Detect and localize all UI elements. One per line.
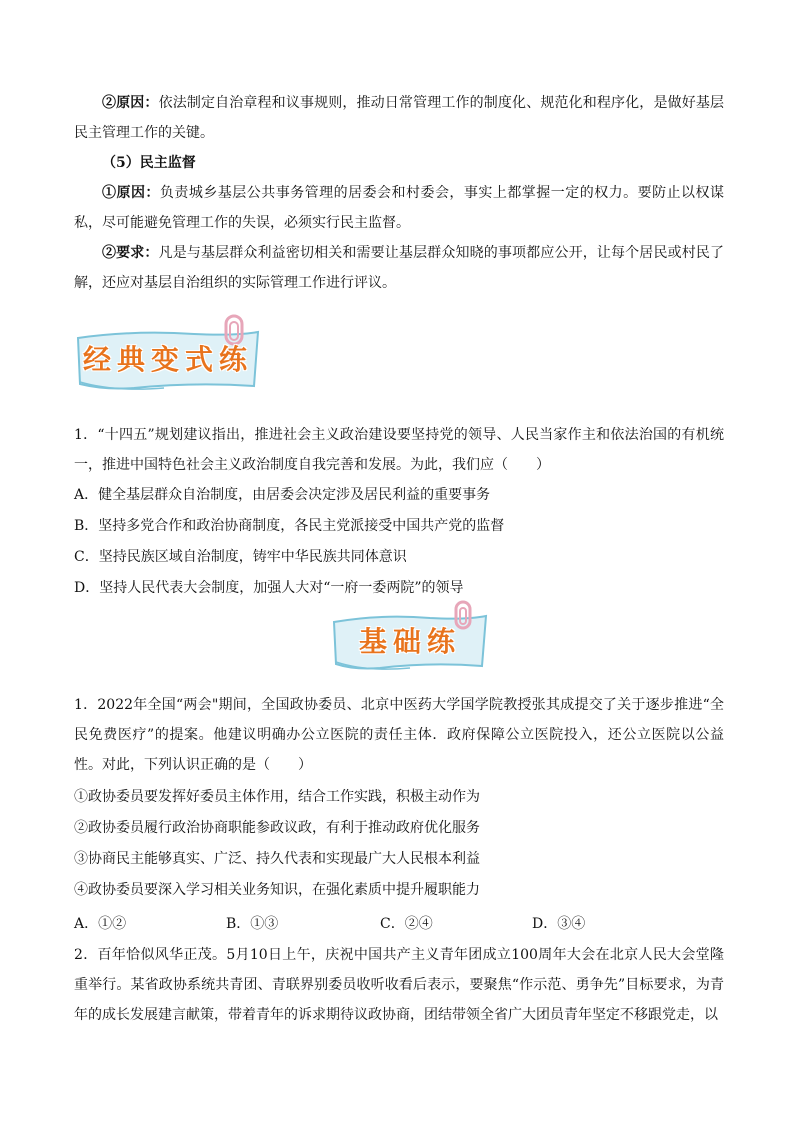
classic-option-a: A．健全基层群众自治制度，由居委会决定涉及居民利益的重要事务 xyxy=(74,487,491,503)
banner-basic-text: 基础练 xyxy=(358,625,461,658)
basic-q1-option-d: D．③④ xyxy=(532,916,586,932)
banner-classic-practice xyxy=(74,322,262,394)
basic-q1-statement-4: ④政协委员要深入学习相关业务知识，在强化素质中提升履职能力 xyxy=(74,882,480,898)
basic-q1-option-c: C．②④ xyxy=(380,916,433,932)
basic-q1-statement-2: ②政协委员履行政治协商职能参政议政，有利于推动政府优化服务 xyxy=(74,820,480,836)
reason-paragraph-1 xyxy=(74,88,724,148)
reason-text-2: 负责城乡基层公共事务管理的居委会和村委会，事实上都掌握一定的权力。要防止以权谋私，尽可能避免管理工作的失误，必须实行民主监督。 xyxy=(74,185,724,231)
banner-basic-practice xyxy=(330,608,490,672)
basic-q1-statement-3: ③协商民主能够真实、广泛、持久代表和实现最广大人民根本利益 xyxy=(74,851,480,867)
basic-q1-option-b: B．①③ xyxy=(226,916,279,932)
banner-classic-text: 经典变式练 xyxy=(82,343,253,376)
requirement-paragraph xyxy=(74,238,724,298)
classic-question-stem: 1．“十四五”规划建议指出，推进社会主义政治建设要坚持党的领导、人民当家作主和依法治国的有机统一，推进中国特色社会主义政治制度自我完善和发展。为此，我们应（ ） xyxy=(74,427,724,473)
requirement-label: ②要求： xyxy=(102,245,159,261)
basic-q1-statement-1: ①政协委员要发挥好委员主体作用，结合工作实践，积极主动作为 xyxy=(74,789,480,805)
requirement-text: 凡是与基层群众利益密切相关和需要让基层群众知晓的事项都应公开，让每个居民或村民了解，还应对基层自治组织的实际管理工作进行评议。 xyxy=(74,245,725,291)
classic-option-b: B．坚持多党合作和政治协商制度，各民主党派接受中国共产党的监督 xyxy=(74,518,505,534)
reason-label-1: ②原因： xyxy=(102,95,159,111)
classic-option-c: C．坚持民族区域自治制度，铸牢中华民族共同体意识 xyxy=(74,549,407,565)
basic-question1-stem: 1．2022年全国“两会"期间，全国政协委员、北京中医药大学国学院教授张其成提交了关于逐步推进“全民免费医疗”的提案。他建议明确办公立医院的责任主体．政府保障公立医院投入，还公立医院以公益性。对此，下列认识正确的是（ ） xyxy=(74,697,724,773)
classic-option-d: D．坚持人民代表大会制度，加强人大对“一府一委两院”的领导 xyxy=(74,580,464,596)
reason-paragraph-2 xyxy=(74,178,724,238)
heading-democratic-supervision: （5）民主监督 xyxy=(102,155,196,171)
reason-label-2: ①原因： xyxy=(102,185,160,201)
reason-text-1: 依法制定自治章程和议事规则，推动日常管理工作的制度化、规范化和程序化，是做好基层民主管理工作的关键。 xyxy=(74,95,725,141)
basic-question2-stem: 2．百年恰似风华正茂。5月10日上午，庆祝中国共产主义青年团成立100周年大会在北京人民大会堂隆重举行。某省政协系统共青团、青联界别委员收听收看后表示，要聚焦“作示范、勇争先”目标要求，为青年的成长发展建言献策，带着青年的诉求期待议政协商，团结带领全省广大团员青年坚定不移跟党走，以 xyxy=(74,947,724,1023)
basic-q1-option-a: A．①② xyxy=(74,916,127,932)
